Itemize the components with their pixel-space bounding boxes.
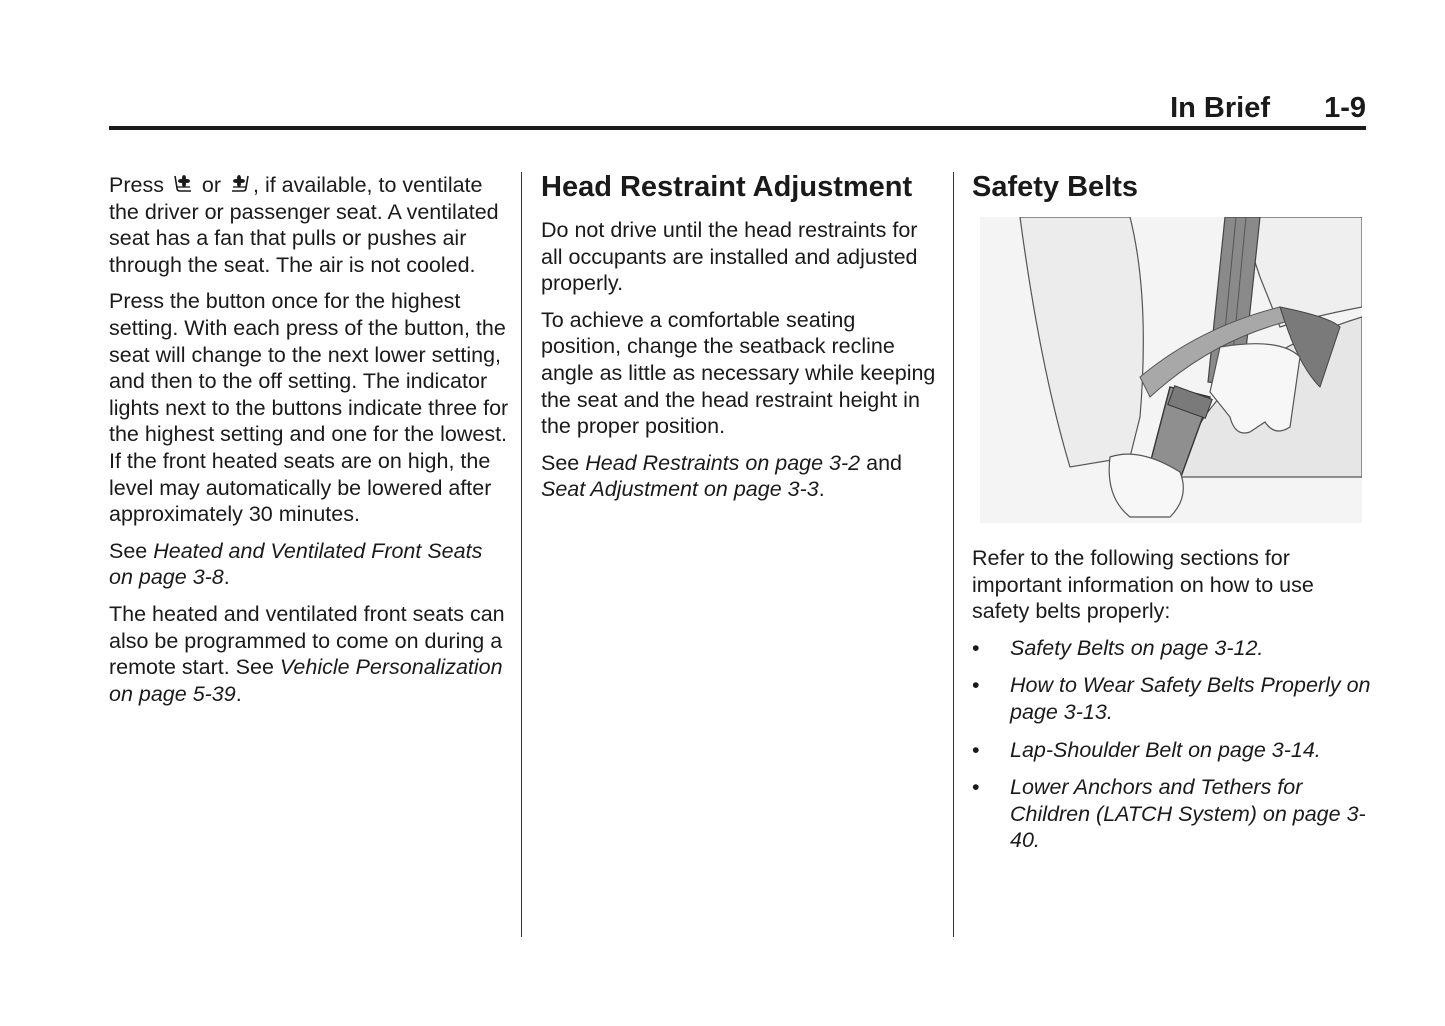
header-rule [109,126,1366,130]
ventilated-seat-driver-icon [172,173,194,195]
list-item [972,635,1372,662]
cross-reference-link[interactable]: Heated and Ventilated Front Seats on page 3-8 [109,538,483,590]
column-ventilated-seats [109,170,509,717]
page-header [109,88,1366,128]
text: The heated and ventilated front seats can also be programmed to come on during a remote start. See [109,601,505,680]
paragraph: Refer to the following sections for important information on how to use safety belts properly: [972,546,1314,624]
section-heading: Safety Belts [972,171,1139,203]
paragraph [109,538,509,591]
text: Press [109,173,170,197]
text: . [223,565,230,590]
cross-reference-link[interactable]: Head Restraints on page 3-2 [585,450,861,475]
column-divider [521,172,522,937]
cross-reference-link[interactable]: Lap-Shoulder Belt on page 3-14. [1010,737,1321,762]
text: or [195,173,228,197]
column-head-restraint [541,170,941,513]
text: . [818,477,825,502]
text: See [541,450,586,475]
text: . [235,681,242,706]
cross-reference-link[interactable]: How to Wear Safety Belts Properly on page 3-13. [1010,673,1371,724]
bullet-icon: • [972,673,980,698]
list-item [972,672,1372,725]
section-title: In Brief [1170,92,1270,124]
list-item [972,737,1372,764]
safety-belt-buckling-illustration [980,217,1362,523]
text: See [109,538,154,563]
paragraph [109,601,509,707]
safety-belt-illustration [980,217,1362,523]
text: , if available, to ventilate the driver or passenger seat. A ventilated seat has a fan that pulls or pushes air through the seat. The air is not cooled. [109,173,499,277]
cross-reference-link[interactable]: Lower Anchors and Tethers for Children (LATCH System) on page 3-40. [1010,775,1366,853]
section-heading: Head Restraint Adjustment [541,171,913,203]
text: and [860,450,902,475]
column-safety-belts [972,170,1372,865]
ventilated-seat-passenger-icon [229,173,251,195]
paragraph: Do not drive until the head restraints for all occupants are installed and adjusted properly. [541,218,918,296]
paragraph: Press the button once for the highest setting. With each press of the button, the seat will change to the next lower setting, and then to the off setting. The indicator lights next to the buttons indicate three for the highest setting and one for the lowest. If the front heated seats are on high, the level may automatically be lowered after approximately 30 minutes. [109,289,509,527]
cross-reference-link[interactable]: Seat Adjustment on page 3-3 [541,477,819,502]
bullet-icon: • [972,775,980,800]
list-item [972,774,1372,854]
cross-reference-link[interactable]: Vehicle Personalization on page 5-39 [109,655,503,706]
paragraph [109,172,509,278]
reference-list [972,635,1372,854]
paragraph: To achieve a comfortable seating position, change the seatback recline angle as little as necessary while keeping the seat and the head restraint height in the proper position. [541,307,936,439]
column-divider [953,172,954,937]
page-number: 1-9 [1324,92,1366,124]
bullet-icon: • [972,737,980,762]
cross-reference-link[interactable]: Safety Belts on page 3-12. [1010,635,1264,660]
bullet-icon: • [972,635,980,660]
paragraph [541,450,941,503]
